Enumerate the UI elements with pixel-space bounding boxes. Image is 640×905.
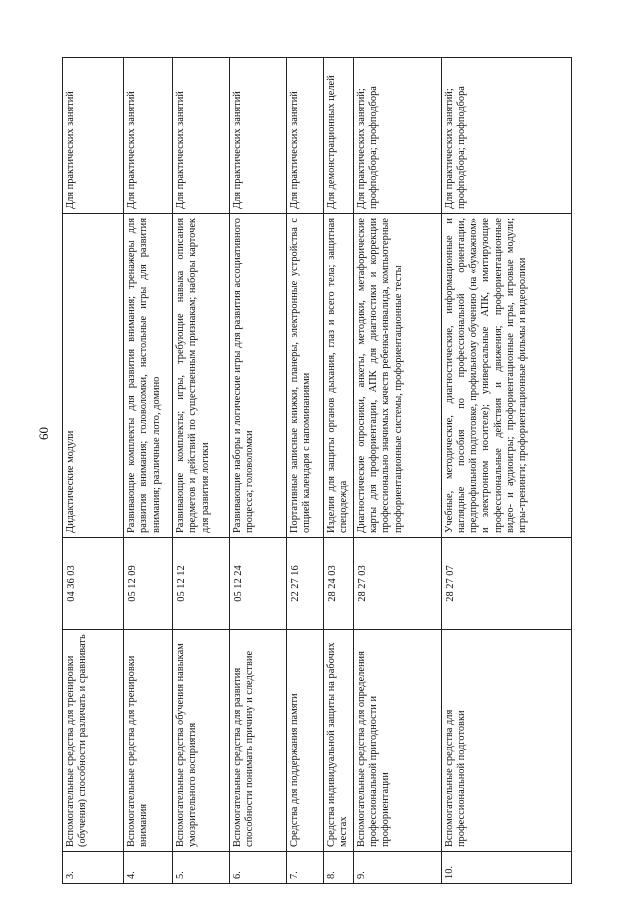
item-purpose: Для практических занятий; профподбора; профподбора	[441, 58, 572, 214]
row-number: 5.	[173, 852, 230, 884]
classifier-code: 28 24 03	[323, 538, 353, 630]
item-purpose: Для практических занятий	[173, 58, 230, 214]
row-number: 10.	[441, 852, 572, 884]
row-number: 9.	[353, 852, 441, 884]
item-description: Развивающие наборы и логические игры для развития ассоциативного процесса; головоломки	[230, 214, 287, 538]
row-number: 4.	[124, 852, 173, 884]
item-name: Вспомогательные средства для тренировки (обучения) способности различать и сравнивать	[63, 630, 124, 852]
classifier-code: 05 12 09	[124, 538, 173, 630]
table-row	[124, 58, 173, 884]
table-row	[230, 58, 287, 884]
item-name: Вспомогательные средства для развития способности понимать причину и следствие	[230, 630, 287, 852]
page-number: 60	[36, 427, 51, 440]
classifier-code: 04 36 03	[63, 538, 124, 630]
item-name: Вспомогательные средства для профессиональной подготовки	[441, 630, 572, 852]
table-row	[63, 58, 124, 884]
item-purpose: Для практических занятий; профподбора; профподбора	[353, 58, 441, 214]
item-name: Вспомогательные средства для определения профессиональной пригодности и профориентации	[353, 630, 441, 852]
item-purpose: Для демонстрационных целей	[323, 58, 353, 214]
table-row	[173, 58, 230, 884]
item-purpose: Для практических занятий	[124, 58, 173, 214]
rotated-table-wrapper	[62, 58, 572, 884]
item-description: Изделия для защиты органов дыхания, глаз и всего тела; защитная спецодежда	[323, 214, 353, 538]
table-row	[441, 58, 572, 884]
item-name: Средства индивидуальной защиты на рабочих местах	[323, 630, 353, 852]
classifier-code: 28 27 03	[353, 538, 441, 630]
table-row	[353, 58, 441, 884]
table-row	[287, 58, 324, 884]
item-description: Развивающие комплекты для развития внимания; тренажеры для развития внимания; головоломки, настольные игры для развития внимания; различные лото, домино	[124, 214, 173, 538]
equipment-table	[62, 57, 572, 884]
row-number: 8.	[323, 852, 353, 884]
item-description: Портативные записные книжки, планеры, электронные устройства с опцией календаря с напоминаниями	[287, 214, 324, 538]
table-body	[63, 58, 572, 884]
classifier-code: 22 27 16	[287, 538, 324, 630]
row-number: 6.	[230, 852, 287, 884]
classifier-code: 05 12 12	[173, 538, 230, 630]
item-purpose: Для практических занятий	[230, 58, 287, 214]
classifier-code: 05 12 24	[230, 538, 287, 630]
item-name: Средства для поддержания памяти	[287, 630, 324, 852]
item-name: Вспомогательные средства для тренировки внимания	[124, 630, 173, 852]
item-name: Вспомогательные средства обучения навыкам умозрительного восприятия	[173, 630, 230, 852]
row-number: 7.	[287, 852, 324, 884]
item-description: Развивающие комплекты; игры, требующие навыка описания предметов и действий по существенным признакам; наборы карточек для развития логики	[173, 214, 230, 538]
classifier-code: 28 27 07	[441, 538, 572, 630]
item-purpose: Для практических занятий	[287, 58, 324, 214]
item-description: Диагностические опросники, анкеты, методики, метафорические карты для профориентации, АПК для диагностики и коррекции профессионально значимых качеств ребенка-инвалида, компьютерные профориентационные системы, профориентационные тесты	[353, 214, 441, 538]
row-number: 3.	[63, 852, 124, 884]
item-description: Учебные, методические, диагностические, информационные и наглядные пособия по профессиональной ориентации, предпрофильной подготовке, профильному обучению (на «бумажном» и электронном носителе); универсальные АПК, имитирующие профессиональные действия и движения; профориентационные видео- и аудиоигры; профориентационные игры, игровые модули; игры-тренинги; профориентационные фильмы и видеоролики	[441, 214, 572, 538]
item-description: Дидактические модули	[63, 214, 124, 538]
table-row	[323, 58, 353, 884]
item-purpose: Для практических занятий	[63, 58, 124, 214]
